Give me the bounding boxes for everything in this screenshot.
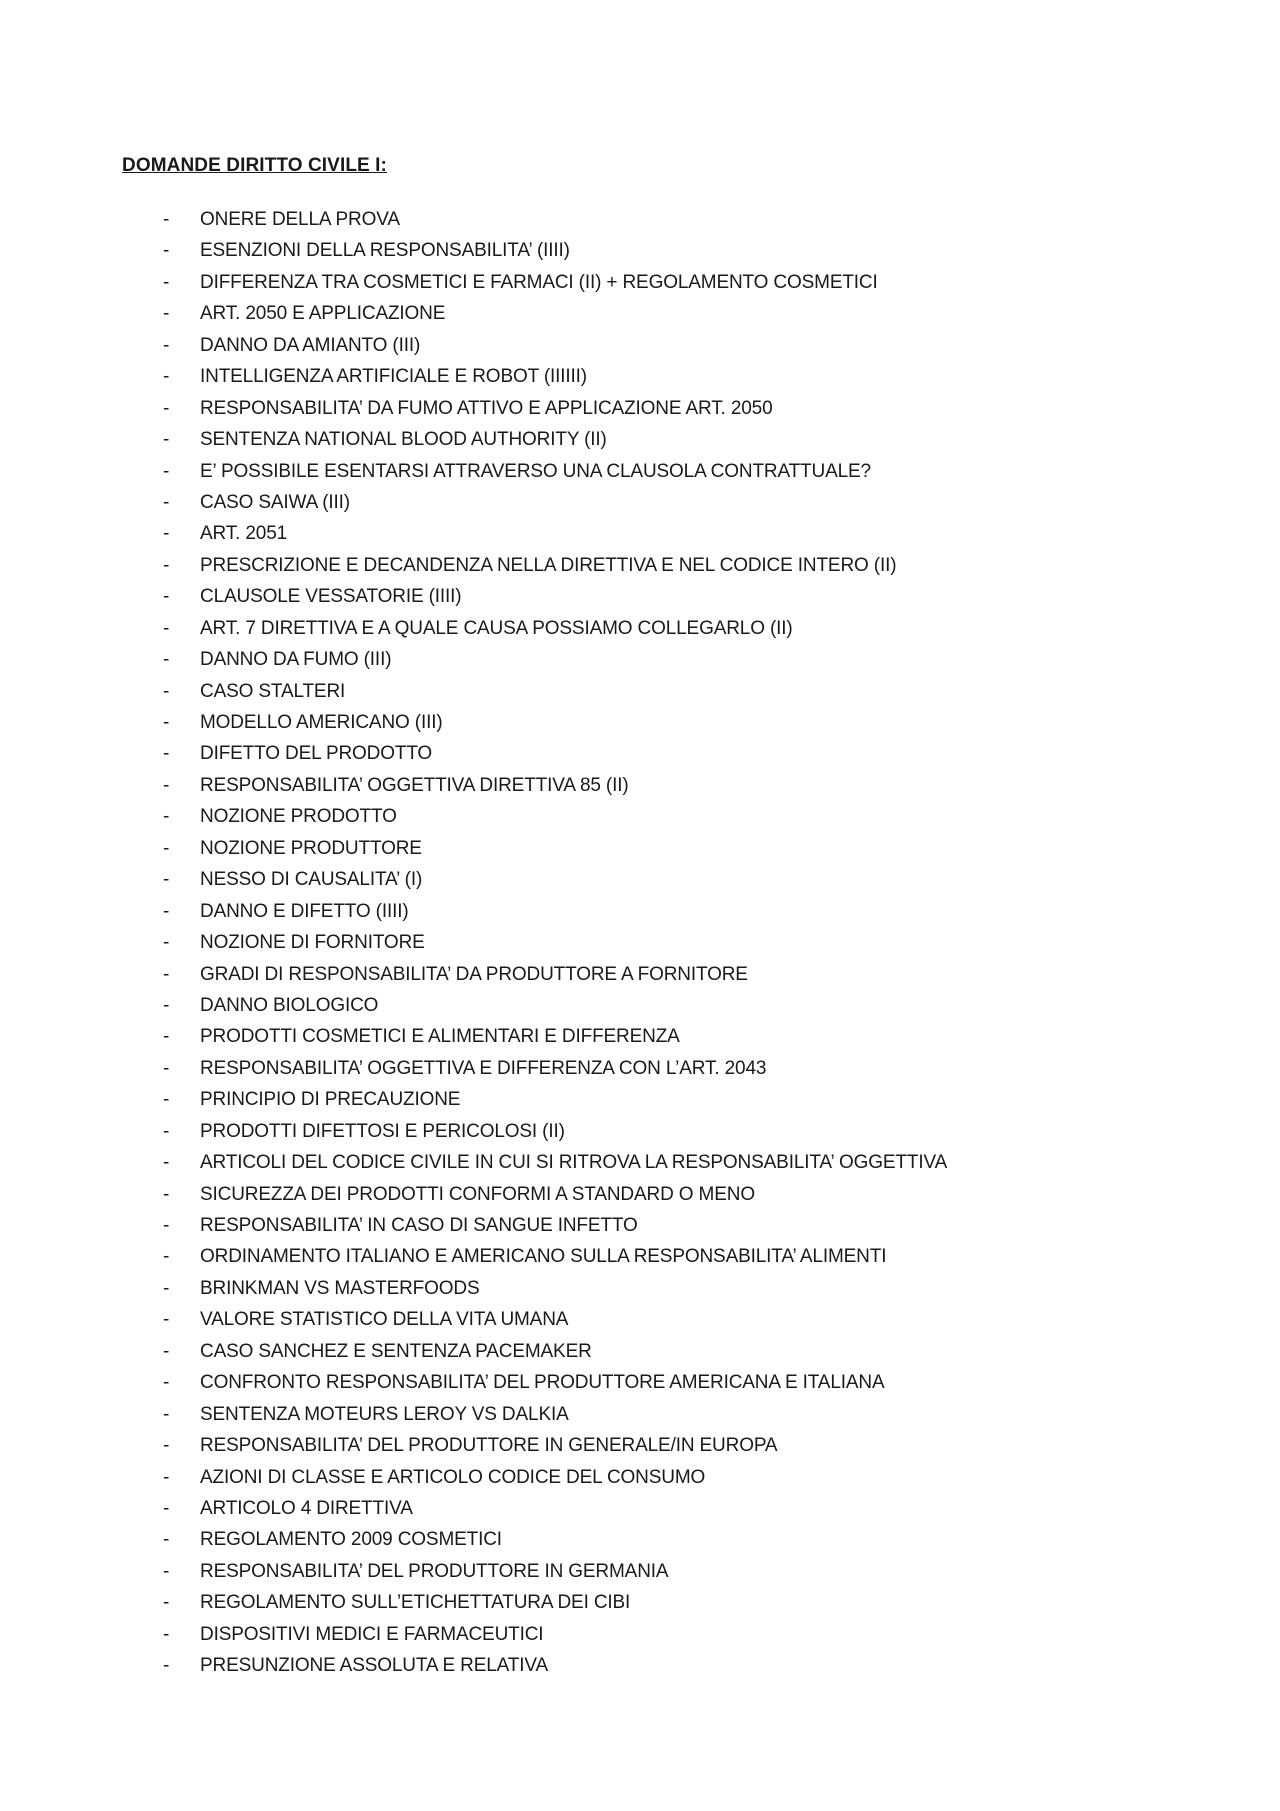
question-text: PRODOTTI DIFETTOSI E PERICOLOSI (II) [200,1120,565,1142]
list-bullet: - [163,397,170,419]
question-text: ART. 7 DIRETTIVA E A QUALE CAUSA POSSIAMO COLLEGARLO (II) [200,617,793,639]
question-text: AZIONI DI CLASSE E ARTICOLO CODICE DEL CONSUMO [200,1466,706,1488]
list-bullet: - [163,1309,170,1331]
question-text: RESPONSABILITA’ DEL PRODUTTORE IN GERMANIA [200,1560,669,1582]
question-text: MODELLO AMERICANO (III) [200,712,443,733]
list-bullet: - [163,303,170,325]
list-bullet: - [163,334,170,356]
question-text: NOZIONE PRODOTTO [200,806,397,828]
list-bullet: - [163,586,170,608]
list-bullet: - [163,837,170,859]
list-bullet: - [163,1655,170,1677]
list-bullet: - [163,1120,170,1142]
question-text: PRODOTTI COSMETICI E ALIMENTARI E DIFFERENZA [200,1026,680,1048]
list-bullet: - [163,1497,170,1519]
question-text: DISPOSITIVI MEDICI E FARMACEUTICI [200,1623,544,1645]
list-bullet: - [163,1560,170,1582]
question-text: DANNO BIOLOGICO [200,994,379,1016]
question-text: CASO STALTERI [200,680,346,702]
list-bullet: - [163,712,170,733]
list-bullet: - [163,1403,170,1425]
question-text: E’ POSSIBILE ESENTARSI ATTRAVERSO UNA CLAUSOLA CONTRATTUALE? [200,460,871,482]
question-text: RESPONSABILITA’ OGGETTIVA E DIFFERENZA CON L’ART. 2043 [200,1057,767,1079]
list-bullet: - [163,1183,170,1205]
question-text: DIFFERENZA TRA COSMETICI E FARMACI (II) + REGOLAMENTO COSMETICI [200,271,878,293]
list-bullet: - [163,869,170,891]
question-text: SICUREZZA DEI PRODOTTI CONFORMI A STANDARD O MENO [200,1183,755,1205]
list-bullet: - [163,1089,170,1111]
question-text: NESSO DI CAUSALITA’ (I) [200,869,423,891]
list-bullet: - [163,523,170,545]
list-bullet: - [163,209,170,230]
list-bullet: - [163,554,170,576]
question-text: CASO SAIWA (III) [200,491,350,513]
list-bullet: - [163,1057,170,1079]
list-bullet: - [163,932,170,954]
question-text: RESPONSABILITA’ OGGETTIVA DIRETTIVA 85 (II) [200,774,629,796]
question-text: CONFRONTO RESPONSABILITA’ DEL PRODUTTORE AMERICANA E ITALIANA [200,1372,885,1394]
question-text: DANNO DA AMIANTO (III) [200,334,421,356]
list-bullet: - [163,429,170,451]
question-text: ART. 2050 E APPLICAZIONE [200,303,446,325]
list-bullet: - [163,240,170,262]
list-bullet: - [163,994,170,1016]
question-text: CASO SANCHEZ E SENTENZA PACEMAKER [200,1340,592,1362]
question-text: BRINKMAN VS MASTERFOODS [200,1277,480,1299]
list-bullet: - [163,1026,170,1048]
question-text: GRADI DI RESPONSABILITA’ DA PRODUTTORE A FORNITORE [200,963,748,985]
list-bullet: - [163,1466,170,1488]
list-bullet: - [163,963,170,985]
list-bullet: - [163,1435,170,1457]
question-text: DANNO DA FUMO (III) [200,649,392,671]
list-bullet: - [163,1529,170,1551]
question-text: SENTENZA NATIONAL BLOOD AUTHORITY (II) [200,429,607,451]
question-text: RESPONSABILITA’ IN CASO DI SANGUE INFETTO [200,1215,638,1236]
list-bullet: - [163,1215,170,1236]
list-bullet: - [163,1372,170,1394]
question-text: ARTICOLO 4 DIRETTIVA [200,1497,413,1519]
question-text: ESENZIONI DELLA RESPONSABILITA’ (IIII) [200,240,570,262]
list-bullet: - [163,900,170,922]
list-bullet: - [163,1340,170,1362]
question-text: RESPONSABILITA’ DEL PRODUTTORE IN GENERALE/IN EUROPA [200,1435,778,1457]
question-text: REGOLAMENTO 2009 COSMETICI [200,1529,502,1551]
question-text: SENTENZA MOTEURS LEROY VS DALKIA [200,1403,569,1425]
document-title: DOMANDE DIRITTO CIVILE I: [122,155,387,176]
list-bullet: - [163,680,170,702]
question-text: ARTICOLI DEL CODICE CIVILE IN CUI SI RITROVA LA RESPONSABILITA’ OGGETTIVA [200,1152,948,1174]
list-bullet: - [163,617,170,639]
question-text: PRESUNZIONE ASSOLUTA E RELATIVA [200,1655,549,1677]
question-text: VALORE STATISTICO DELLA VITA UMANA [200,1309,569,1331]
list-bullet: - [163,491,170,513]
question-text: CLAUSOLE VESSATORIE (IIII) [200,586,462,608]
list-bullet: - [163,743,170,765]
list-bullet: - [163,460,170,482]
question-text: DIFETTO DEL PRODOTTO [200,743,433,765]
list-bullet: - [163,806,170,828]
list-bullet: - [163,1277,170,1299]
question-text: ONERE DELLA PROVA [200,209,400,230]
list-bullet: - [163,1623,170,1645]
question-text: PRESCRIZIONE E DECANDENZA NELLA DIRETTIVA E NEL CODICE INTERO (II) [200,554,897,576]
question-text: DANNO E DIFETTO (IIII) [200,900,409,922]
list-bullet: - [163,1246,170,1268]
question-text: RESPONSABILITA’ DA FUMO ATTIVO E APPLICAZIONE ART. 2050 [200,397,773,419]
question-text: ORDINAMENTO ITALIANO E AMERICANO SULLA RESPONSABILITA’ ALIMENTI [200,1246,887,1268]
question-text: NOZIONE PRODUTTORE [200,837,422,859]
question-text: PRINCIPIO DI PRECAUZIONE [200,1089,461,1111]
list-bullet: - [163,366,170,388]
list-bullet: - [163,774,170,796]
question-text: ART. 2051 [200,523,288,545]
question-text: INTELLIGENZA ARTIFICIALE E ROBOT (IIIIII) [200,366,587,388]
list-bullet: - [163,649,170,671]
list-bullet: - [163,1152,170,1174]
list-bullet: - [163,271,170,293]
list-bullet: - [163,1592,170,1614]
question-text: NOZIONE DI FORNITORE [200,932,425,954]
question-text: REGOLAMENTO SULL’ETICHETTATURA DEI CIBI [200,1592,631,1614]
